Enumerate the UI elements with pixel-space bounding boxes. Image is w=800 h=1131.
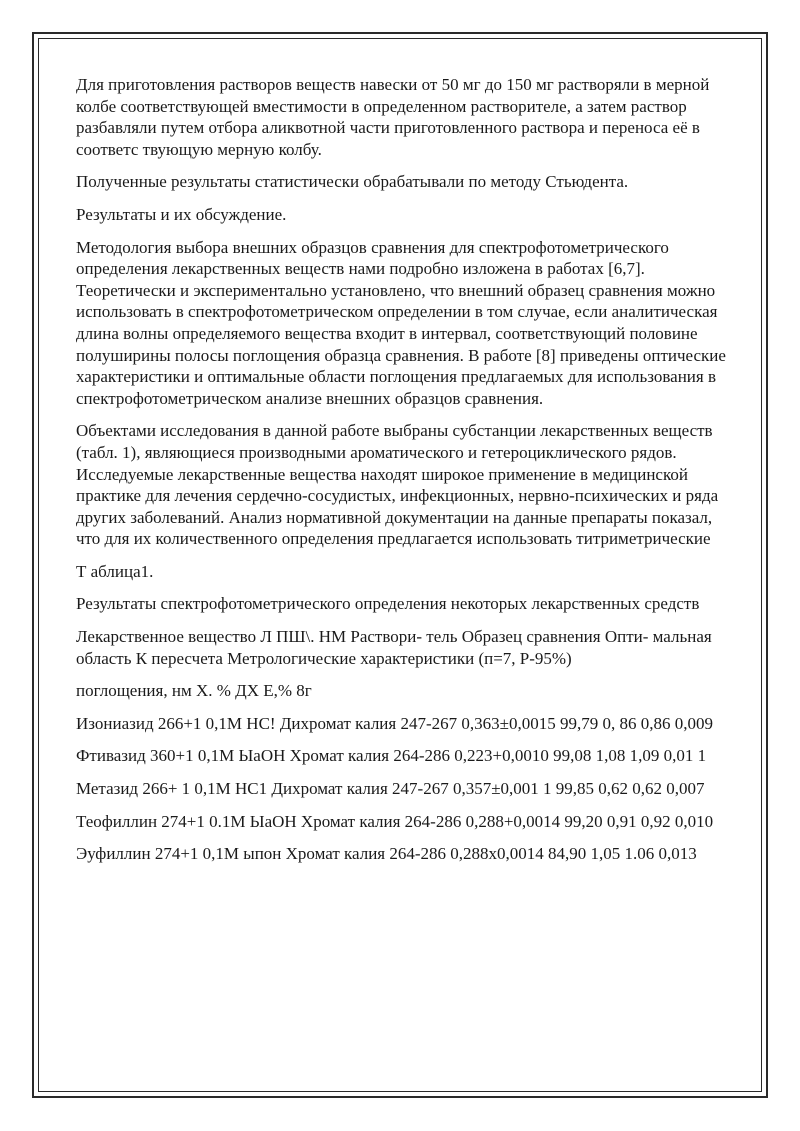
table-row-euphylline: Эуфиллин 274+1 0,1М ыпон Хромат калия 264-286 0,288х0,0014 84,90 1,05 1.06 0,013: [76, 844, 697, 864]
table-caption: Результаты спектрофотометрического определения некоторых лекарственных средств: [76, 594, 700, 614]
section-heading-results: Результаты и их обсуждение.: [76, 204, 287, 224]
table-row-isoniazid: Изониазид 266+1 0,1М НС! Дихромат калия 247-267 0,363±0,0015 99,79 0, 86 0,86 0,009: [76, 713, 713, 733]
table-header-row: Лекарственное вещество Л ПШ\. НМ Раствори- тель Образец сравнения Опти- мальная область К пересчета Метрологические характеристики (п=7, Р-95%): [76, 627, 712, 668]
table-row-metazid: Метазид 266+ 1 0,1М НС1 Дихромат калия 247-267 0,357±0,001 1 99,85 0,62 0,62 0,007: [76, 779, 705, 799]
paragraph-statistics: Полученные результаты статистически обрабатывали по методу Стьюдента.: [76, 172, 629, 192]
paragraph-methodology: Методология выбора внешних образцов сравнения для спектрофотометрического определения лекарственных веществ нами подробно изложена в работах [6,7]. Теоретически и экспериментально установлено, что внешний образец сравнения можно использовать в спектрофотометрическом определении в том случае, если аналитическая длина волны определяемого вещества входит в интервал, соответствующий половине полуширины полосы поглощения образца сравнения. В работе [8] приведены оптические характеристики и оптимальные области поглощения предлагаемых для использования в спектрофотометрическом анализе внешних образцов сравнения.: [76, 237, 726, 408]
document-body: [76, 74, 726, 876]
table-header-row-continued: поглощения, нм Х. % ДХ Е,% 8г: [76, 681, 312, 701]
paragraph-objects: Объектами исследования в данной работе выбраны субстанции лекарственных веществ (табл. 1), являющиеся производными ароматического и гетероциклического рядов. Исследуемые лекарственные вещества находят широкое применение в медицинской практике для лечения сердечно-сосудистых, инфекционных, нервно-психических и ряда других заболеваний. Анализ нормативной документации на данные препараты показал, что для их количественного определения предлагается использовать титриметрические: [76, 421, 719, 549]
table-row-ftivazid: Фтивазид 360+1 0,1М ЫаОН Хромат калия 264-286 0,223+0,0010 99,08 1,08 1,09 0,01 1: [76, 746, 707, 766]
table-row-theophylline: Теофиллин 274+1 0.1М ЫаОН Хромат калия 264-286 0,288+0,0014 99,20 0,91 0,92 0,010: [76, 811, 714, 831]
table-label: Т аблица1.: [76, 561, 154, 581]
paragraph-preparation: Для приготовления растворов веществ навески от 50 мг до 150 мг растворяли в мерной колбе соответствующей вместимости в определенном растворителе, а затем раствор разбавляли путем отбора аликвотной части приготовленного раствора и переноса её в соответс твующую мерную колбу.: [76, 75, 710, 159]
